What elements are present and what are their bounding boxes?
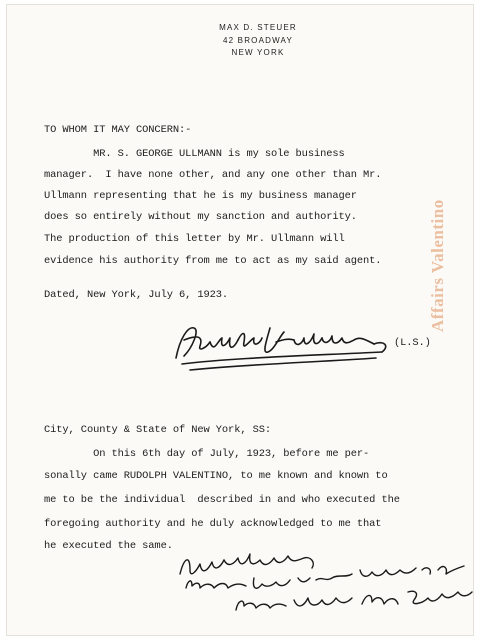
letterhead-name: MAX D. STEUER: [219, 23, 297, 32]
body-line: MR. S. GEORGE ULLMANN is my sole business: [44, 148, 345, 160]
letterhead: [0, 22, 480, 60]
letterhead-address: 42 BROADWAY: [222, 35, 294, 45]
seal-mark: (L.S.): [394, 337, 431, 349]
notary-signature: [176, 548, 476, 628]
notary-venue: City, County & State of New York, SS:: [44, 424, 272, 436]
notary-line: sonally came RUDOLPH VALENTINO, to me known and known to: [44, 470, 388, 482]
salutation: TO WHOM IT MAY CONCERN:-: [44, 124, 192, 136]
valentino-signature: [170, 318, 400, 378]
body-line: evidence his authority from me to act as my said agent.: [44, 255, 382, 267]
notary-line: he executed the same.: [44, 540, 173, 552]
body-line: The production of this letter by Mr. Ullmann will: [44, 233, 345, 245]
notary-line: On this 6th day of July, 1923, before me per-: [44, 448, 370, 460]
body-line: does so entirely without my sanction and authority.: [44, 211, 357, 223]
letterhead-city: NEW YORK: [231, 48, 285, 57]
body-line: Ullmann representing that he is my business manager: [44, 190, 357, 202]
notary-line: foregoing authority and he duly acknowledged to me that: [44, 518, 382, 530]
dated-line: Dated, New York, July 6, 1923.: [44, 289, 229, 301]
notary-line: me to be the individual described in and who executed the: [44, 494, 400, 506]
watermark: Affairs Valentino: [428, 199, 447, 332]
body-line: manager. I have none other, and any one other than Mr.: [44, 169, 382, 181]
